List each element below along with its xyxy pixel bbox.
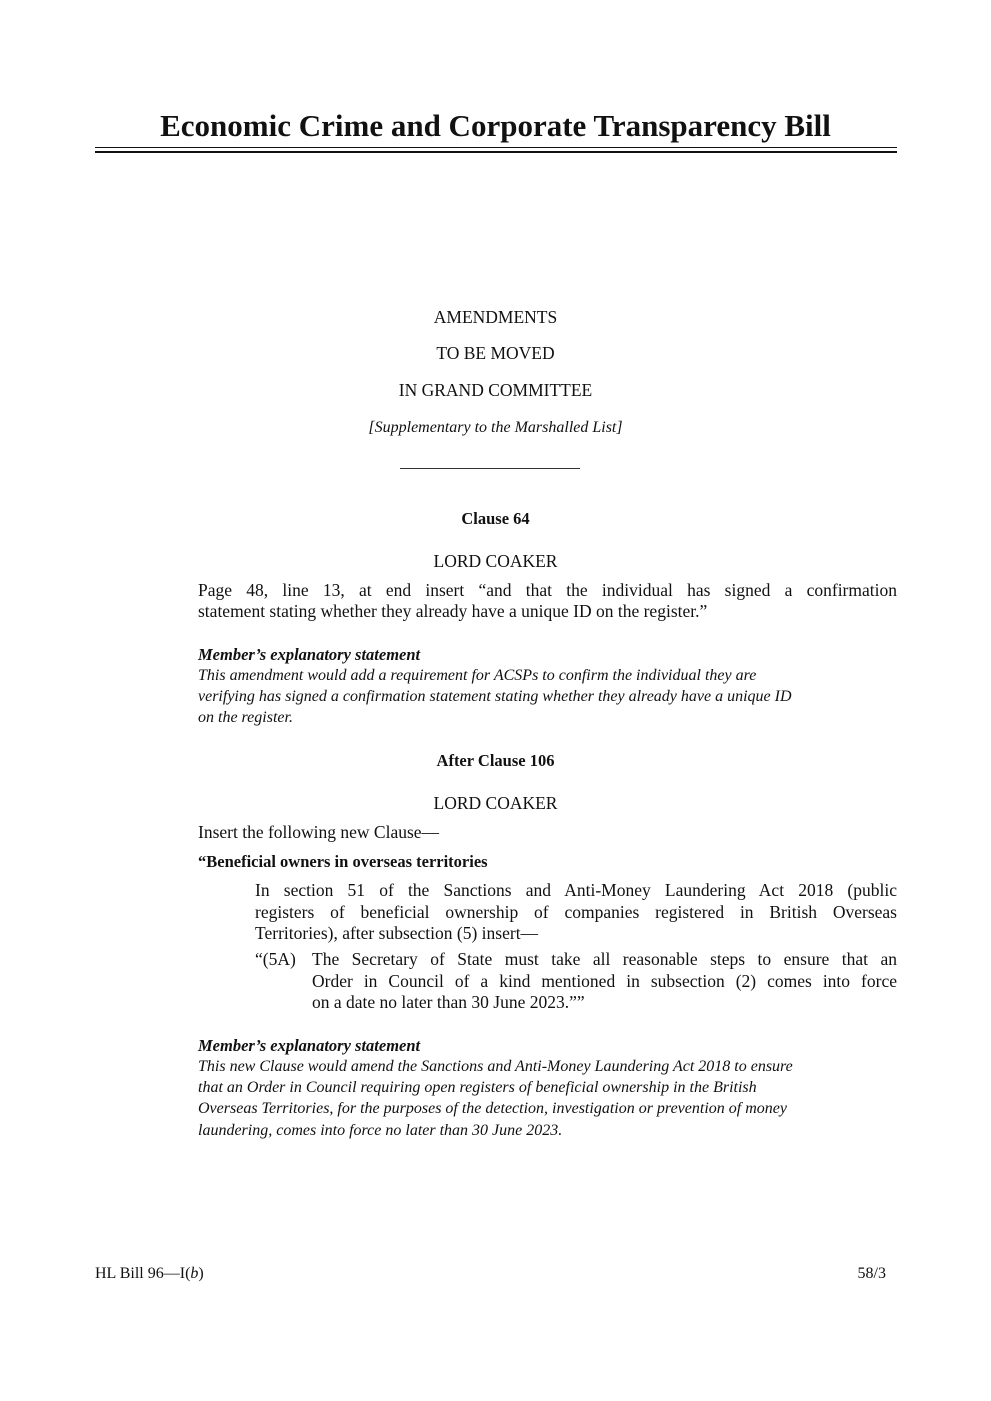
explanatory-statement-line: Overseas Territories, for the purposes of the detection, investigation or prevention of money <box>198 1100 787 1117</box>
explanatory-statement-line: on the register. <box>198 709 293 726</box>
amendment-intro: Insert the following new Clause— <box>198 822 440 842</box>
cover-subtitle: [Supplementary to the Marshalled List] <box>368 419 623 436</box>
explanatory-statement-heading: Member’s explanatory statement <box>198 1036 421 1055</box>
subsection-line: Order in Council of a kind mentioned in subsection (2) comes into force <box>312 971 897 991</box>
new-clause-body-line: Territories), after subsection (5) insert— <box>255 923 539 943</box>
explanatory-statement-line: that an Order in Council requiring open registers of beneficial ownership in the British <box>198 1079 757 1096</box>
amendment-mover: LORD COAKER <box>433 551 558 571</box>
bill-ref-italic: b <box>190 1265 199 1282</box>
title-rule-thin <box>95 147 897 148</box>
subsection-line: The Secretary of State must take all reasonable steps to ensure that an <box>312 949 897 969</box>
footer-page-reference: 58/3 <box>857 1265 886 1282</box>
footer-bill-reference <box>95 1263 204 1284</box>
amendment-mover: LORD COAKER <box>433 793 558 813</box>
explanatory-statement-line: laundering, comes into force no later than 30 June 2023. <box>198 1122 563 1139</box>
bill-ref-suffix: ) <box>198 1265 204 1282</box>
title-rule-thick <box>95 151 897 153</box>
amendment-text-line: statement stating whether they already have a unique ID on the register.” <box>198 601 708 621</box>
cover-line-amendments: AMENDMENTS <box>433 307 558 327</box>
explanatory-statement-heading: Member’s explanatory statement <box>198 645 421 664</box>
amendment-text-line: Page 48, line 13, at end insert “and that the individual has signed a confirmation <box>198 580 897 600</box>
new-clause-title: “Beneficial owners in overseas territories <box>198 852 488 871</box>
explanatory-statement-line: This amendment would add a requirement for ACSPs to confirm the individual they are <box>198 667 757 684</box>
bill-ref-prefix: HL Bill 96—I( <box>95 1265 191 1282</box>
cover-line-grand-committee: IN GRAND COMMITTEE <box>398 380 593 400</box>
section-divider <box>400 468 580 469</box>
subsection-line: on a date no later than 30 June 2023.”” <box>312 992 585 1012</box>
explanatory-statement-line: This new Clause would amend the Sanctions and Anti-Money Laundering Act 2018 to ensure <box>198 1058 793 1075</box>
document-title: Economic Crime and Corporate Transparency Bill <box>160 108 831 143</box>
amendment-heading: Clause 64 <box>461 509 530 528</box>
subsection-label: “(5A) <box>255 949 296 969</box>
new-clause-body-line: registers of beneficial ownership of companies registered in British Overseas <box>255 902 897 922</box>
new-clause-body-line: In section 51 of the Sanctions and Anti-Money Laundering Act 2018 (public <box>255 880 897 900</box>
cover-line-to-be-moved: TO BE MOVED <box>436 343 555 363</box>
explanatory-statement-line: verifying has signed a confirmation statement stating whether they already have a unique ID <box>198 688 792 705</box>
amendment-heading: After Clause 106 <box>436 751 555 770</box>
